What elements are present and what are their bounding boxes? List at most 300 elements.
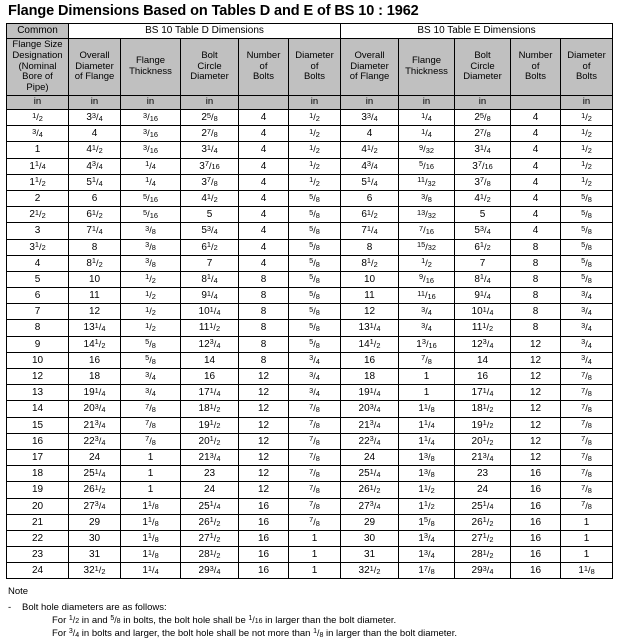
cell-r7-c3: $5^3/_4$: [181, 223, 239, 239]
cell-r21-c2: 1: [121, 449, 181, 465]
cell-r1-c9: 4: [511, 126, 561, 142]
cell-r11-c0: 6: [7, 288, 69, 304]
cell-r18-c0: 14: [7, 401, 69, 417]
table-row: [7, 110, 613, 126]
cell-r27-c4: 16: [239, 547, 289, 563]
cell-r21-c6: 24: [341, 449, 399, 465]
cell-r15-c5: $^3/_4$: [289, 352, 341, 368]
cell-r17-c7: 1: [399, 385, 455, 401]
cell-r10-c0: 5: [7, 271, 69, 287]
cell-r13-c0: 8: [7, 320, 69, 336]
cell-r25-c3: $26^1/_2$: [181, 514, 239, 530]
cell-r5-c1: 6: [69, 190, 121, 206]
table-body: [7, 110, 613, 579]
cell-r4-c1: $5^1/_4$: [69, 174, 121, 190]
cell-r26-c0: 22: [7, 530, 69, 546]
cell-r1-c4: 4: [239, 126, 289, 142]
cell-r20-c5: $^7/_8$: [289, 433, 341, 449]
table-row: [7, 271, 613, 287]
cell-r16-c8: 16: [455, 369, 511, 385]
cell-r6-c1: $6^1/_2$: [69, 207, 121, 223]
table-row: [7, 255, 613, 271]
cell-r27-c5: 1: [289, 547, 341, 563]
column-header-1: Overall Diameter of Flange: [69, 39, 121, 96]
cell-r9-c7: $^1/_2$: [399, 255, 455, 271]
cell-r26-c8: $27^1/_2$: [455, 530, 511, 546]
table-row: [7, 336, 613, 352]
cell-r4-c2: $^1/_4$: [121, 174, 181, 190]
table-row: [7, 482, 613, 498]
cell-r12-c5: $^5/_8$: [289, 304, 341, 320]
cell-r26-c1: 30: [69, 530, 121, 546]
cell-r15-c1: 16: [69, 352, 121, 368]
cell-r4-c5: $^1/_2$: [289, 174, 341, 190]
column-header-9: Number of Bolts: [511, 39, 561, 96]
cell-r6-c10: $^5/_8$: [561, 207, 613, 223]
cell-r28-c2: $1^1/_4$: [121, 563, 181, 579]
cell-r27-c1: 31: [69, 547, 121, 563]
cell-r28-c7: $1^7/_8$: [399, 563, 455, 579]
cell-r11-c4: 8: [239, 288, 289, 304]
cell-r18-c8: $18^1/_2$: [455, 401, 511, 417]
cell-r9-c2: $^3/_8$: [121, 255, 181, 271]
cell-r12-c1: 12: [69, 304, 121, 320]
cell-r28-c0: 24: [7, 563, 69, 579]
cell-r3-c7: $^5/_{16}$: [399, 158, 455, 174]
cell-r22-c5: $^7/_8$: [289, 466, 341, 482]
cell-r5-c2: $^5/_{16}$: [121, 190, 181, 206]
cell-r17-c5: $^3/_4$: [289, 385, 341, 401]
cell-r23-c9: 16: [511, 482, 561, 498]
cell-r16-c6: 18: [341, 369, 399, 385]
table-row: [7, 401, 613, 417]
cell-r13-c6: $13^1/_4$: [341, 320, 399, 336]
unit-cell-4: [239, 96, 289, 110]
cell-r6-c6: $6^1/_2$: [341, 207, 399, 223]
cell-r5-c7: $^3/_8$: [399, 190, 455, 206]
note-dash: -: [8, 601, 12, 613]
cell-r6-c2: $^5/_{16}$: [121, 207, 181, 223]
cell-r4-c0: $1^1/_2$: [7, 174, 69, 190]
unit-cell-5: in: [289, 96, 341, 110]
cell-r13-c3: $11^1/_2$: [181, 320, 239, 336]
cell-r15-c2: $^5/_8$: [121, 352, 181, 368]
cell-r12-c9: 8: [511, 304, 561, 320]
cell-r22-c8: 23: [455, 466, 511, 482]
cell-r23-c1: $26^1/_2$: [69, 482, 121, 498]
cell-r22-c7: $1^3/_8$: [399, 466, 455, 482]
cell-r0-c9: 4: [511, 110, 561, 126]
cell-r10-c6: 10: [341, 271, 399, 287]
cell-r1-c1: 4: [69, 126, 121, 142]
cell-r24-c7: $1^1/_2$: [399, 498, 455, 514]
cell-r16-c3: 16: [181, 369, 239, 385]
cell-r17-c6: $19^1/_4$: [341, 385, 399, 401]
cell-r8-c8: $6^1/_2$: [455, 239, 511, 255]
cell-r13-c8: $11^1/_2$: [455, 320, 511, 336]
cell-r3-c0: $1^1/_4$: [7, 158, 69, 174]
cell-r10-c5: $^5/_8$: [289, 271, 341, 287]
cell-r9-c1: $8^1/_2$: [69, 255, 121, 271]
cell-r11-c6: 11: [341, 288, 399, 304]
cell-r27-c3: $28^1/_2$: [181, 547, 239, 563]
cell-r25-c4: 16: [239, 514, 289, 530]
cell-r18-c10: $^7/_8$: [561, 401, 613, 417]
cell-r12-c10: $^3/_4$: [561, 304, 613, 320]
cell-r17-c2: $^3/_4$: [121, 385, 181, 401]
cell-r19-c3: $19^1/_2$: [181, 417, 239, 433]
cell-r8-c5: $^5/_8$: [289, 239, 341, 255]
cell-r12-c3: $10^1/_4$: [181, 304, 239, 320]
cell-r24-c6: $27^3/_4$: [341, 498, 399, 514]
cell-r22-c1: $25^1/_4$: [69, 466, 121, 482]
column-header-row: [7, 39, 613, 96]
cell-r15-c4: 8: [239, 352, 289, 368]
cell-r7-c5: $^5/_8$: [289, 223, 341, 239]
cell-r16-c10: $^7/_8$: [561, 369, 613, 385]
cell-r2-c7: $^9/_{32}$: [399, 142, 455, 158]
cell-r17-c9: 12: [511, 385, 561, 401]
cell-r8-c3: $6^1/_2$: [181, 239, 239, 255]
cell-r13-c4: 8: [239, 320, 289, 336]
cell-r10-c4: 8: [239, 271, 289, 287]
cell-r25-c6: 29: [341, 514, 399, 530]
cell-r13-c2: $^1/_2$: [121, 320, 181, 336]
cell-r12-c6: 12: [341, 304, 399, 320]
cell-r12-c8: $10^1/_4$: [455, 304, 511, 320]
note-intro: Bolt hole diameters are as follows:: [22, 601, 167, 613]
cell-r6-c5: $^5/_8$: [289, 207, 341, 223]
cell-r10-c10: $^5/_8$: [561, 271, 613, 287]
cell-r19-c8: $19^1/_2$: [455, 417, 511, 433]
cell-r16-c7: 1: [399, 369, 455, 385]
cell-r6-c9: 4: [511, 207, 561, 223]
page-title: Flange Dimensions Based on Tables D and E of BS 10 : 1962: [8, 3, 419, 19]
cell-r28-c9: 16: [511, 563, 561, 579]
group-header-common: Common: [7, 24, 69, 39]
cell-r19-c0: 15: [7, 417, 69, 433]
cell-r17-c0: 13: [7, 385, 69, 401]
cell-r25-c10: 1: [561, 514, 613, 530]
cell-r15-c10: $^3/_4$: [561, 352, 613, 368]
cell-r0-c6: $3^3/_4$: [341, 110, 399, 126]
table-row: [7, 304, 613, 320]
column-header-10: Diameter of Bolts: [561, 39, 613, 96]
table-row: [7, 223, 613, 239]
cell-r3-c5: $^1/_2$: [289, 158, 341, 174]
cell-r28-c10: $1^1/_8$: [561, 563, 613, 579]
table-row: [7, 514, 613, 530]
table-row: [7, 369, 613, 385]
cell-r19-c4: 12: [239, 417, 289, 433]
cell-r20-c1: $22^3/_4$: [69, 433, 121, 449]
cell-r13-c1: $13^1/_4$: [69, 320, 121, 336]
cell-r28-c8: $29^3/_4$: [455, 563, 511, 579]
table-row: [7, 530, 613, 546]
cell-r1-c7: $^1/_4$: [399, 126, 455, 142]
table-row: [7, 352, 613, 368]
cell-r26-c2: $1^1/_8$: [121, 530, 181, 546]
cell-r14-c1: $14^1/_2$: [69, 336, 121, 352]
cell-r9-c6: $8^1/_2$: [341, 255, 399, 271]
cell-r0-c3: $2^5/_8$: [181, 110, 239, 126]
cell-r8-c1: 8: [69, 239, 121, 255]
cell-r23-c6: $26^1/_2$: [341, 482, 399, 498]
cell-r3-c2: $^1/_4$: [121, 158, 181, 174]
cell-r9-c9: 8: [511, 255, 561, 271]
cell-r24-c2: $1^1/_8$: [121, 498, 181, 514]
cell-r2-c3: $3^1/_4$: [181, 142, 239, 158]
column-header-6: Overall Diameter of Flange: [341, 39, 399, 96]
cell-r26-c3: $27^1/_2$: [181, 530, 239, 546]
cell-r0-c5: $^1/_2$: [289, 110, 341, 126]
cell-r19-c1: $21^3/_4$: [69, 417, 121, 433]
cell-r20-c7: $1^1/_4$: [399, 433, 455, 449]
cell-r6-c8: 5: [455, 207, 511, 223]
cell-r10-c2: $^1/_2$: [121, 271, 181, 287]
cell-r0-c8: $2^5/_8$: [455, 110, 511, 126]
cell-r20-c8: $20^1/_2$: [455, 433, 511, 449]
cell-r9-c3: 7: [181, 255, 239, 271]
cell-r7-c8: $5^3/_4$: [455, 223, 511, 239]
table-row: [7, 126, 613, 142]
cell-r5-c4: 4: [239, 190, 289, 206]
note-line-1: For $^1/_2$ in and $^5/_8$ in bolts, the bolt hole shall be $^1/_{16}$ in larger than the bolt diameter.: [52, 614, 397, 626]
cell-r20-c3: $20^1/_2$: [181, 433, 239, 449]
cell-r17-c8: $17^1/_4$: [455, 385, 511, 401]
cell-r20-c10: $^7/_8$: [561, 433, 613, 449]
cell-r13-c9: 8: [511, 320, 561, 336]
column-header-5: Diameter of Bolts: [289, 39, 341, 96]
cell-r26-c10: 1: [561, 530, 613, 546]
cell-r24-c1: $27^3/_4$: [69, 498, 121, 514]
cell-r26-c9: 16: [511, 530, 561, 546]
unit-cell-0: in: [7, 96, 69, 110]
cell-r11-c9: 8: [511, 288, 561, 304]
cell-r7-c6: $7^1/_4$: [341, 223, 399, 239]
cell-r8-c10: $^5/_8$: [561, 239, 613, 255]
cell-r16-c2: $^3/_4$: [121, 369, 181, 385]
cell-r27-c0: 23: [7, 547, 69, 563]
cell-r21-c10: $^7/_8$: [561, 449, 613, 465]
cell-r2-c9: 4: [511, 142, 561, 158]
cell-r25-c2: $1^1/_8$: [121, 514, 181, 530]
cell-r14-c8: $12^3/_4$: [455, 336, 511, 352]
cell-r21-c0: 17: [7, 449, 69, 465]
cell-r13-c10: $^3/_4$: [561, 320, 613, 336]
cell-r21-c5: $^7/_8$: [289, 449, 341, 465]
cell-r18-c1: $20^3/_4$: [69, 401, 121, 417]
cell-r4-c10: $^1/_2$: [561, 174, 613, 190]
cell-r23-c8: 24: [455, 482, 511, 498]
cell-r1-c2: $^3/_{16}$: [121, 126, 181, 142]
cell-r8-c6: 8: [341, 239, 399, 255]
cell-r15-c7: $^7/_8$: [399, 352, 455, 368]
column-header-3: Bolt Circle Diameter: [181, 39, 239, 96]
cell-r6-c4: 4: [239, 207, 289, 223]
cell-r4-c7: $^{11}/_{32}$: [399, 174, 455, 190]
table-row: [7, 433, 613, 449]
cell-r28-c4: 16: [239, 563, 289, 579]
cell-r28-c6: $32^1/_2$: [341, 563, 399, 579]
unit-cell-7: in: [399, 96, 455, 110]
table-row: [7, 174, 613, 190]
table-row: [7, 417, 613, 433]
cell-r9-c0: 4: [7, 255, 69, 271]
cell-r15-c0: 10: [7, 352, 69, 368]
cell-r5-c10: $^5/_8$: [561, 190, 613, 206]
cell-r27-c9: 16: [511, 547, 561, 563]
cell-r11-c8: $9^1/_4$: [455, 288, 511, 304]
cell-r0-c4: 4: [239, 110, 289, 126]
cell-r19-c2: $^7/_8$: [121, 417, 181, 433]
cell-r16-c1: 18: [69, 369, 121, 385]
cell-r14-c6: $14^1/_2$: [341, 336, 399, 352]
cell-r6-c7: $^{13}/_{32}$: [399, 207, 455, 223]
cell-r7-c10: $^5/_8$: [561, 223, 613, 239]
cell-r2-c5: $^1/_2$: [289, 142, 341, 158]
cell-r23-c3: 24: [181, 482, 239, 498]
table-row: [7, 190, 613, 206]
cell-r16-c9: 12: [511, 369, 561, 385]
cell-r5-c8: $4^1/_2$: [455, 190, 511, 206]
table-row: [7, 466, 613, 482]
cell-r5-c0: 2: [7, 190, 69, 206]
cell-r24-c9: 16: [511, 498, 561, 514]
cell-r20-c9: 12: [511, 433, 561, 449]
flange-dimensions-table: [6, 23, 613, 579]
cell-r27-c8: $28^1/_2$: [455, 547, 511, 563]
cell-r25-c7: $1^5/_8$: [399, 514, 455, 530]
cell-r11-c10: $^3/_4$: [561, 288, 613, 304]
unit-cell-3: in: [181, 96, 239, 110]
cell-r21-c9: 12: [511, 449, 561, 465]
cell-r18-c5: $^7/_8$: [289, 401, 341, 417]
cell-r1-c6: 4: [341, 126, 399, 142]
cell-r22-c4: 12: [239, 466, 289, 482]
cell-r12-c0: 7: [7, 304, 69, 320]
cell-r19-c7: $1^1/_4$: [399, 417, 455, 433]
cell-r10-c7: $^9/_{16}$: [399, 271, 455, 287]
cell-r19-c10: $^7/_8$: [561, 417, 613, 433]
cell-r15-c6: 16: [341, 352, 399, 368]
cell-r3-c3: $3^7/_{16}$: [181, 158, 239, 174]
cell-r13-c7: $^3/_4$: [399, 320, 455, 336]
group-header-row: [7, 24, 613, 39]
cell-r18-c4: 12: [239, 401, 289, 417]
cell-r10-c9: 8: [511, 271, 561, 287]
cell-r9-c10: $^5/_8$: [561, 255, 613, 271]
cell-r23-c10: $^7/_8$: [561, 482, 613, 498]
unit-cell-6: in: [341, 96, 399, 110]
cell-r9-c5: $^5/_8$: [289, 255, 341, 271]
column-header-8: Bolt Circle Diameter: [455, 39, 511, 96]
cell-r21-c3: $21^3/_4$: [181, 449, 239, 465]
cell-r4-c6: $5^1/_4$: [341, 174, 399, 190]
table-row: [7, 320, 613, 336]
cell-r18-c7: $1^1/_8$: [399, 401, 455, 417]
cell-r11-c3: $9^1/_4$: [181, 288, 239, 304]
cell-r3-c1: $4^3/_4$: [69, 158, 121, 174]
cell-r9-c8: 7: [455, 255, 511, 271]
cell-r1-c8: $2^7/_8$: [455, 126, 511, 142]
cell-r5-c6: 6: [341, 190, 399, 206]
column-header-7: Flange Thickness: [399, 39, 455, 96]
cell-r23-c0: 19: [7, 482, 69, 498]
cell-r11-c2: $^1/_2$: [121, 288, 181, 304]
unit-row: [7, 96, 613, 110]
cell-r14-c9: 12: [511, 336, 561, 352]
cell-r20-c2: $^7/_8$: [121, 433, 181, 449]
cell-r2-c10: $^1/_2$: [561, 142, 613, 158]
cell-r17-c1: $19^1/_4$: [69, 385, 121, 401]
column-header-0: Flange Size Designation (Nominal Bore of Pipe): [7, 39, 69, 96]
cell-r7-c0: 3: [7, 223, 69, 239]
unit-cell-9: [511, 96, 561, 110]
cell-r15-c9: 12: [511, 352, 561, 368]
table-row: [7, 288, 613, 304]
cell-r27-c6: 31: [341, 547, 399, 563]
cell-r6-c3: 5: [181, 207, 239, 223]
table-row: [7, 449, 613, 465]
cell-r8-c2: $^3/_8$: [121, 239, 181, 255]
cell-r23-c4: 12: [239, 482, 289, 498]
cell-r0-c7: $^1/_4$: [399, 110, 455, 126]
group-header-table-e: BS 10 Table E Dimensions: [341, 24, 613, 39]
table-row: [7, 142, 613, 158]
note-heading: Note: [8, 586, 29, 598]
cell-r24-c4: 16: [239, 498, 289, 514]
cell-r10-c3: $8^1/_4$: [181, 271, 239, 287]
cell-r22-c10: $^7/_8$: [561, 466, 613, 482]
cell-r27-c2: $1^1/_8$: [121, 547, 181, 563]
cell-r2-c1: $4^1/_2$: [69, 142, 121, 158]
cell-r1-c0: $^3/_4$: [7, 126, 69, 142]
cell-r4-c3: $3^7/_8$: [181, 174, 239, 190]
cell-r1-c5: $^1/_2$: [289, 126, 341, 142]
cell-r23-c7: $1^1/_2$: [399, 482, 455, 498]
cell-r11-c7: $^{11}/_{16}$: [399, 288, 455, 304]
cell-r18-c2: $^7/_8$: [121, 401, 181, 417]
cell-r24-c3: $25^1/_4$: [181, 498, 239, 514]
cell-r5-c9: 4: [511, 190, 561, 206]
cell-r26-c4: 16: [239, 530, 289, 546]
cell-r7-c4: 4: [239, 223, 289, 239]
cell-r24-c8: $25^1/_4$: [455, 498, 511, 514]
cell-r4-c8: $3^7/_8$: [455, 174, 511, 190]
cell-r28-c3: $29^3/_4$: [181, 563, 239, 579]
cell-r1-c10: $^1/_2$: [561, 126, 613, 142]
cell-r24-c0: 20: [7, 498, 69, 514]
cell-r7-c2: $^3/_8$: [121, 223, 181, 239]
cell-r23-c5: $^7/_8$: [289, 482, 341, 498]
cell-r8-c7: $^{15}/_{32}$: [399, 239, 455, 255]
cell-r28-c1: $32^1/_2$: [69, 563, 121, 579]
cell-r12-c2: $^1/_2$: [121, 304, 181, 320]
cell-r22-c9: 16: [511, 466, 561, 482]
cell-r7-c9: 4: [511, 223, 561, 239]
cell-r0-c0: $^1/_2$: [7, 110, 69, 126]
unit-cell-2: in: [121, 96, 181, 110]
cell-r19-c9: 12: [511, 417, 561, 433]
cell-r5-c3: $4^1/_2$: [181, 190, 239, 206]
cell-r2-c4: 4: [239, 142, 289, 158]
note-block: [6, 579, 612, 639]
table-row: [7, 207, 613, 223]
cell-r26-c5: 1: [289, 530, 341, 546]
group-header-table-d: BS 10 Table D Dimensions: [69, 24, 341, 39]
cell-r3-c8: $3^7/_{16}$: [455, 158, 511, 174]
